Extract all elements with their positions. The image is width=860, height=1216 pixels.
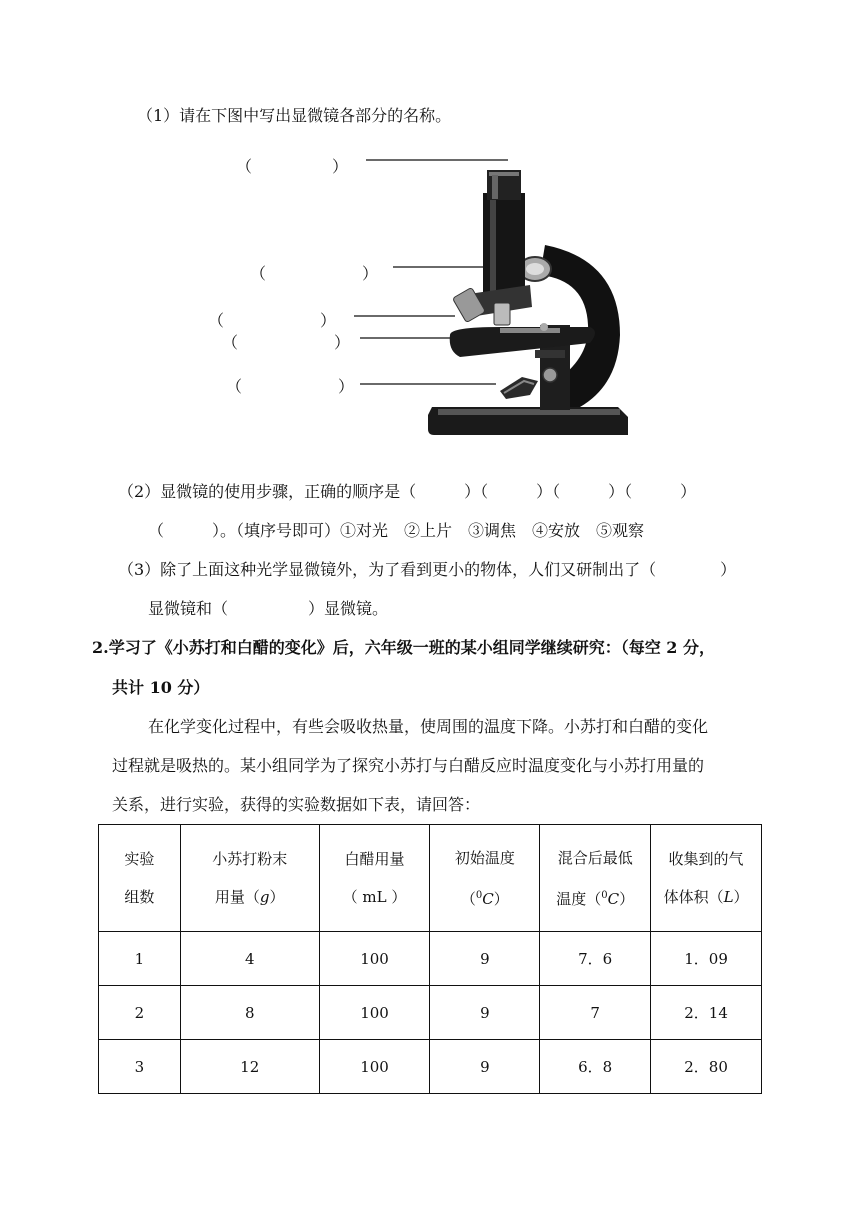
table-cell: 2．14 [651, 986, 762, 1040]
q1-part3-line1: （3）除了上面这种光学显微镜外，为了看到更小的物体，人们又研制出了（ ） [118, 560, 737, 579]
table-cell: 1 [99, 932, 181, 986]
q2-paragraph-line3: 关系，进行实验，获得的实验数据如下表，请回答： [112, 795, 481, 814]
table-cell: 6．8 [540, 1040, 651, 1094]
header-cell: 混合后最低 温度（$^0$C） [540, 825, 651, 932]
label-objective-blank[interactable]: （ ） [208, 311, 337, 330]
table-cell: 12 [180, 1040, 319, 1094]
q1-part3-line2: 显微镜和（ ）显微镜。 [148, 599, 389, 618]
header-cell: 初始温度 （$^0$C） [430, 825, 540, 932]
table-cell: 100 [319, 1040, 430, 1094]
table-cell: 9 [430, 932, 540, 986]
header-cell: 白醋用量 （ mL ） [319, 825, 430, 932]
table-row [99, 932, 762, 986]
label-focus-knob-blank[interactable]: （ ） [250, 264, 379, 283]
experiment-table [98, 824, 762, 1094]
microscope-illustration [200, 145, 640, 440]
table-cell: 3 [99, 1040, 181, 1094]
mirror [500, 377, 538, 399]
q2-title-line2: 共计 10 分） [112, 678, 210, 697]
q1-part2-line2: （ ）。（填序号即可）①对光 ②上片 ③调焦 ④安放 ⑤观察 [148, 521, 645, 540]
q2-paragraph-line1: 在化学变化过程中，有些会吸收热量，使周围的温度下降。小苏打和白醋的变化 [148, 717, 709, 736]
table-cell: 1．09 [651, 932, 762, 986]
table-row [99, 986, 762, 1040]
label-eyepiece-blank[interactable]: （ ） [236, 157, 349, 176]
header-cell: 实验 组数 [99, 825, 181, 932]
table-cell: 4 [180, 932, 319, 986]
table-cell: 2 [99, 986, 181, 1040]
header-cell: 收集到的气 体体积（L） [651, 825, 762, 932]
table-cell: 7．6 [540, 932, 651, 986]
table-cell: 100 [319, 986, 430, 1040]
table-cell: 100 [319, 932, 430, 986]
table-cell: 7 [540, 986, 651, 1040]
table-cell: 9 [430, 1040, 540, 1094]
table-row [99, 1040, 762, 1094]
table-cell: 8 [180, 986, 319, 1040]
table-cell: 9 [430, 986, 540, 1040]
table-cell: 2．80 [651, 1040, 762, 1094]
q2-paragraph-line2: 过程就是吸热的。某小组同学为了探究小苏打与白醋反应时温度变化与小苏打用量的 [112, 756, 705, 775]
header-cell: 小苏打粉末 用量（g） [180, 825, 319, 932]
q1-part2-line1: （2）显微镜的使用步骤，正确的顺序是（ ）（ ）（ ）（ ） [118, 482, 697, 501]
table-header-row [99, 825, 762, 932]
q1-part1: （1）请在下图中写出显微镜各部分的名称。 [137, 106, 452, 125]
q2-title-line1: 2.学习了《小苏打和白醋的变化》后，六年级一班的某小组同学继续研究：（每空 2 分， [92, 638, 715, 657]
label-stage-blank[interactable]: （ ） [222, 333, 351, 352]
label-mirror-blank[interactable]: （ ） [226, 377, 355, 396]
